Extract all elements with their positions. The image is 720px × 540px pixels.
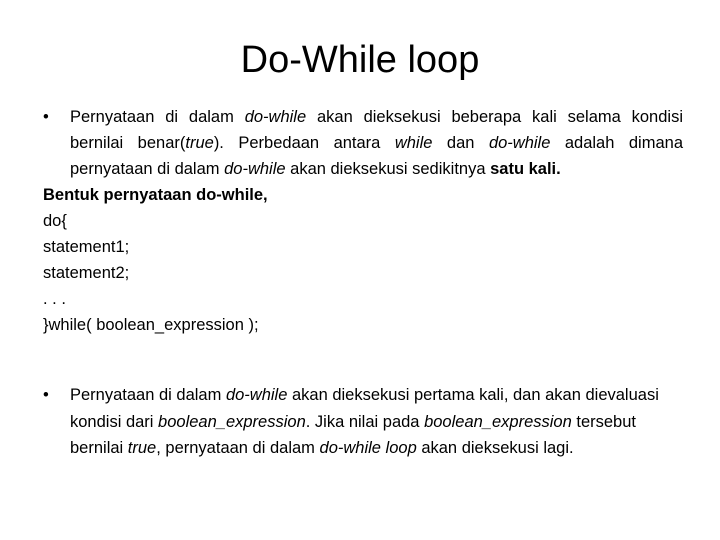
bold-run: satu kali. [490, 160, 561, 178]
italic-run: do-while loop [319, 439, 417, 457]
bullet-paragraph-1 [43, 104, 683, 182]
code-line: statement1; [43, 238, 130, 256]
text-run: akan dieksekusi beberapa kali selama kondisi bernilai benar( [70, 108, 683, 152]
text-run: dan [432, 134, 489, 152]
italic-run: true [185, 134, 214, 152]
italic-run: while [394, 134, 433, 152]
slide-title: Do-While loop [240, 39, 480, 81]
code-line: statement2; [43, 264, 130, 282]
italic-run: true [127, 439, 157, 457]
italic-run: do-while [225, 386, 288, 404]
bullet-dot: • [43, 386, 49, 404]
text-run: , pernyataan di dalam [156, 439, 320, 457]
bullet-dot: • [43, 108, 49, 126]
text-run: akan dieksekusi lagi. [416, 439, 574, 457]
code-line: do{ [43, 212, 67, 230]
text-run: ). Perbedaan antara [213, 134, 395, 152]
bullet-paragraph-2 [43, 382, 673, 462]
text-run: adalah dimana pernyataan di dalam [70, 134, 684, 178]
text-run: akan dieksekusi pertama kali, dan akan dievaluasi kondisi dari [70, 386, 659, 431]
italic-run: do-while [488, 134, 551, 152]
italic-run: do-while [244, 108, 307, 126]
slide-body-bottom [43, 382, 673, 462]
text-run: tersebut bernilai [70, 412, 636, 457]
italic-run: boolean_expression [158, 412, 306, 431]
syntax-heading [43, 182, 683, 208]
slide-body-top [43, 104, 683, 338]
text-run: akan dieksekusi sedikitnya [285, 160, 491, 178]
code-line: }while( boolean_expression ); [43, 316, 259, 334]
syntax-heading-text: Bentuk pernyataan do-while, [43, 186, 268, 204]
text-run: Pernyataan di dalam [70, 386, 226, 404]
text-run: . Jika nilai pada [305, 412, 425, 431]
italic-run: do-while [224, 160, 286, 178]
code-line: . . . [43, 290, 66, 308]
text-run: Pernyataan di dalam [70, 108, 245, 126]
italic-run: boolean_expression [424, 412, 572, 431]
